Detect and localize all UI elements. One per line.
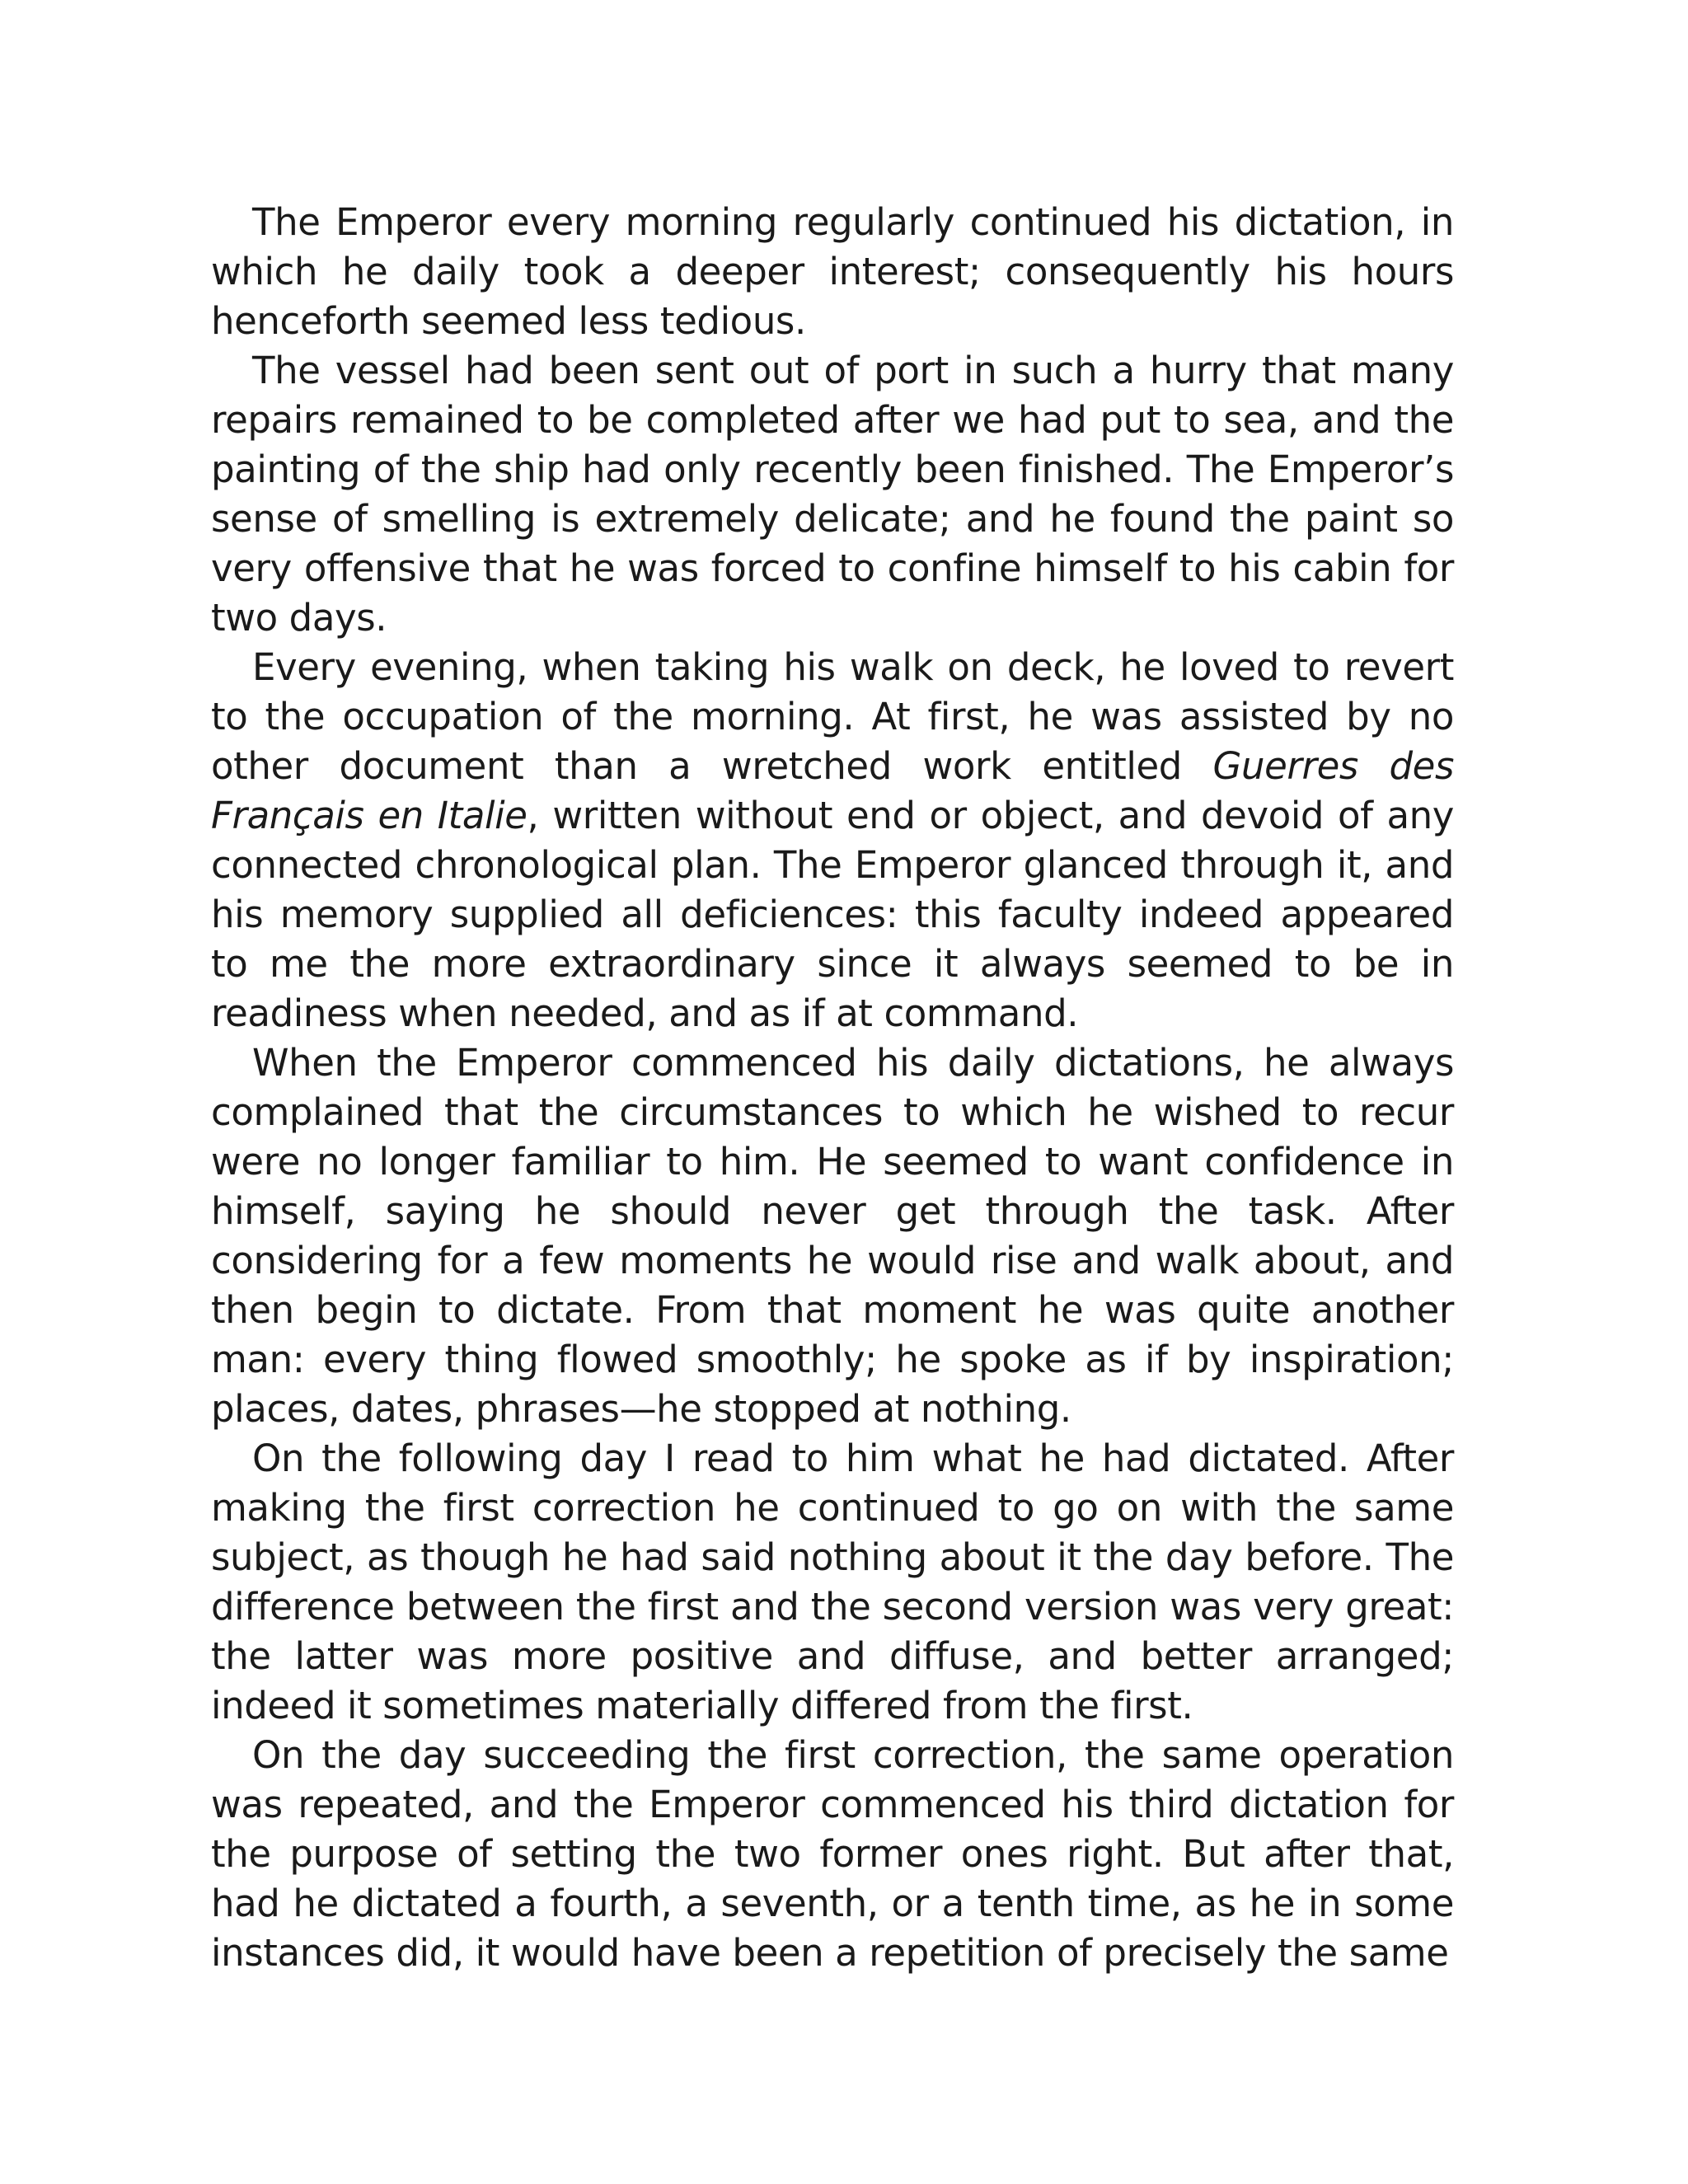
- paragraph-dictation: The Emperor every morning regularly continued his dictation, in which he daily took a deeper interest; consequently his hours henceforth seemed less tedious.: [211, 200, 1454, 343]
- paragraph-evening-walk-before: Every evening, when taking his walk on deck, he loved to revert to the occupation of the morning. At first, he was assisted by no other document than a wretched work entitled: [211, 645, 1454, 788]
- paragraph-daily-dictations: When the Emperor commenced his daily dictations, he always complained that the circumstances to which he wished to recur were no longer familiar to him. He seemed to want confidence in himself, saying he should never get through the task. After considering for a few moments he would rise and walk about, and then begin to dictate. From that moment he was quite another man: every thing flowed smoothly; he spoke as if by inspiration; places, dates, phrases—he stopped at nothing.: [211, 1041, 1454, 1431]
- document-page: [211, 198, 1454, 1978]
- paragraph-evening-walk: [211, 643, 1454, 1038]
- paragraph-following-day: On the following day I read to him what he had dictated. After making the first correction he continued to go on with the same subject, as though he had said nothing about it the day before. The difference between the first and the second version was very great: the latter was more positive and diffuse, and better arranged; indeed it sometimes materially differed from the first.: [211, 1436, 1454, 1727]
- paragraph-evening-walk-after: , written without end or object, and devoid of any connected chronological plan. The Emperor glanced through it, and his memory supplied all deficiences: this faculty indeed appeared to me the more extraordinary since it always seemed to be in readiness when needed, and as if at command.: [211, 794, 1454, 1035]
- paragraph-paint: The vessel had been sent out of port in such a hurry that many repairs remained to be completed after we had put to sea, and the painting of the ship had only recently been finished. The Emperor’s sense of smelling is extremely delicate; and he found the paint so very offensive that he was forced to confine himself to his cabin for two days.: [211, 349, 1454, 640]
- paragraph-succeeding-day: On the day succeeding the first correction, the same operation was repeated, and the Emperor commenced his third dictation for the purpose of setting the two former ones right. But after that, had he dictated a fourth, a seventh, or a tenth time, as he in some instances did, it would have been a repetition of precisely the same: [211, 1733, 1454, 1975]
- book-title: Guerres des Français en Italie: [211, 744, 1454, 837]
